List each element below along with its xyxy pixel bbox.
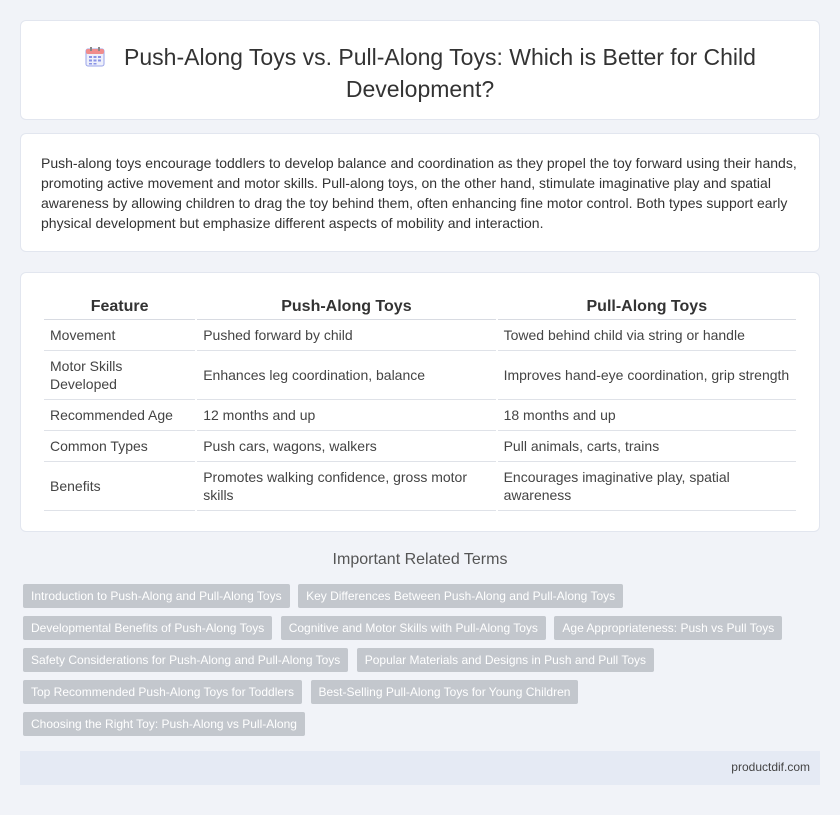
table-cell: Recommended Age <box>44 400 195 431</box>
calendar-icon <box>84 46 106 75</box>
column-header-push: Push-Along Toys <box>197 295 495 320</box>
table-cell: Towed behind child via string or handle <box>498 320 796 351</box>
table-row <box>44 462 796 511</box>
table-cell: Movement <box>44 320 195 351</box>
intro-paragraph: Push-along toys encourage toddlers to develop balance and coordination as they propel the toy forward using their hands, promoting active movement and motor skills. Pull-along toys, on the other hand, stimulate imaginative play and spatial awareness by allowing children to drag the toy behind them, often enhancing fine motor control. Both types support early physical development but emphasize different aspects of mobility and interaction. <box>41 155 797 231</box>
table-row <box>44 400 796 431</box>
table-cell: 12 months and up <box>197 400 495 431</box>
page-title-wrap <box>61 43 779 104</box>
table-cell: Pull animals, carts, trains <box>498 431 796 462</box>
comparison-table <box>42 295 798 511</box>
related-term-tag[interactable]: Developmental Benefits of Push-Along Toys <box>23 616 272 640</box>
column-header-feature: Feature <box>44 295 195 320</box>
related-term-tag[interactable]: Key Differences Between Push-Along and Pull-Along Toys <box>298 584 623 608</box>
related-term-tag[interactable]: Age Appropriateness: Push vs Pull Toys <box>554 616 782 640</box>
comparison-table-card <box>20 272 820 532</box>
table-header-row <box>44 295 796 320</box>
table-cell: Pushed forward by child <box>197 320 495 351</box>
table-cell: 18 months and up <box>498 400 796 431</box>
footer-site-link[interactable]: productdif.com <box>731 760 810 774</box>
table-cell: Encourages imaginative play, spatial awareness <box>498 462 796 511</box>
column-header-pull: Pull-Along Toys <box>498 295 796 320</box>
footer <box>20 751 820 785</box>
related-term-tag[interactable]: Introduction to Push-Along and Pull-Along Toys <box>23 584 290 608</box>
header-card <box>20 20 820 120</box>
related-term-tag[interactable]: Cognitive and Motor Skills with Pull-Along Toys <box>281 616 546 640</box>
related-terms-list <box>23 584 823 744</box>
table-row <box>44 320 796 351</box>
table-cell: Enhances leg coordination, balance <box>197 351 495 400</box>
related-term-tag[interactable]: Best-Selling Pull-Along Toys for Young Children <box>311 680 579 704</box>
related-term-tag[interactable]: Safety Considerations for Push-Along and Pull-Along Toys <box>23 648 348 672</box>
table-row <box>44 351 796 400</box>
table-cell: Improves hand-eye coordination, grip strength <box>498 351 796 400</box>
table-cell: Promotes walking confidence, gross motor skills <box>197 462 495 511</box>
related-term-tag[interactable]: Choosing the Right Toy: Push-Along vs Pull-Along <box>23 712 305 736</box>
table-cell: Common Types <box>44 431 195 462</box>
table-cell: Push cars, wagons, walkers <box>197 431 495 462</box>
intro-card <box>20 133 820 252</box>
related-term-tag[interactable]: Popular Materials and Designs in Push and Pull Toys <box>357 648 654 672</box>
table-row <box>44 431 796 462</box>
related-terms-heading: Important Related Terms <box>332 551 508 568</box>
related-term-tag[interactable]: Top Recommended Push-Along Toys for Toddlers <box>23 680 302 704</box>
page-title: Push-Along Toys vs. Pull-Along Toys: Which is Better for Child Development? <box>124 44 756 102</box>
table-cell: Benefits <box>44 462 195 511</box>
table-cell: Motor Skills Developed <box>44 351 195 400</box>
